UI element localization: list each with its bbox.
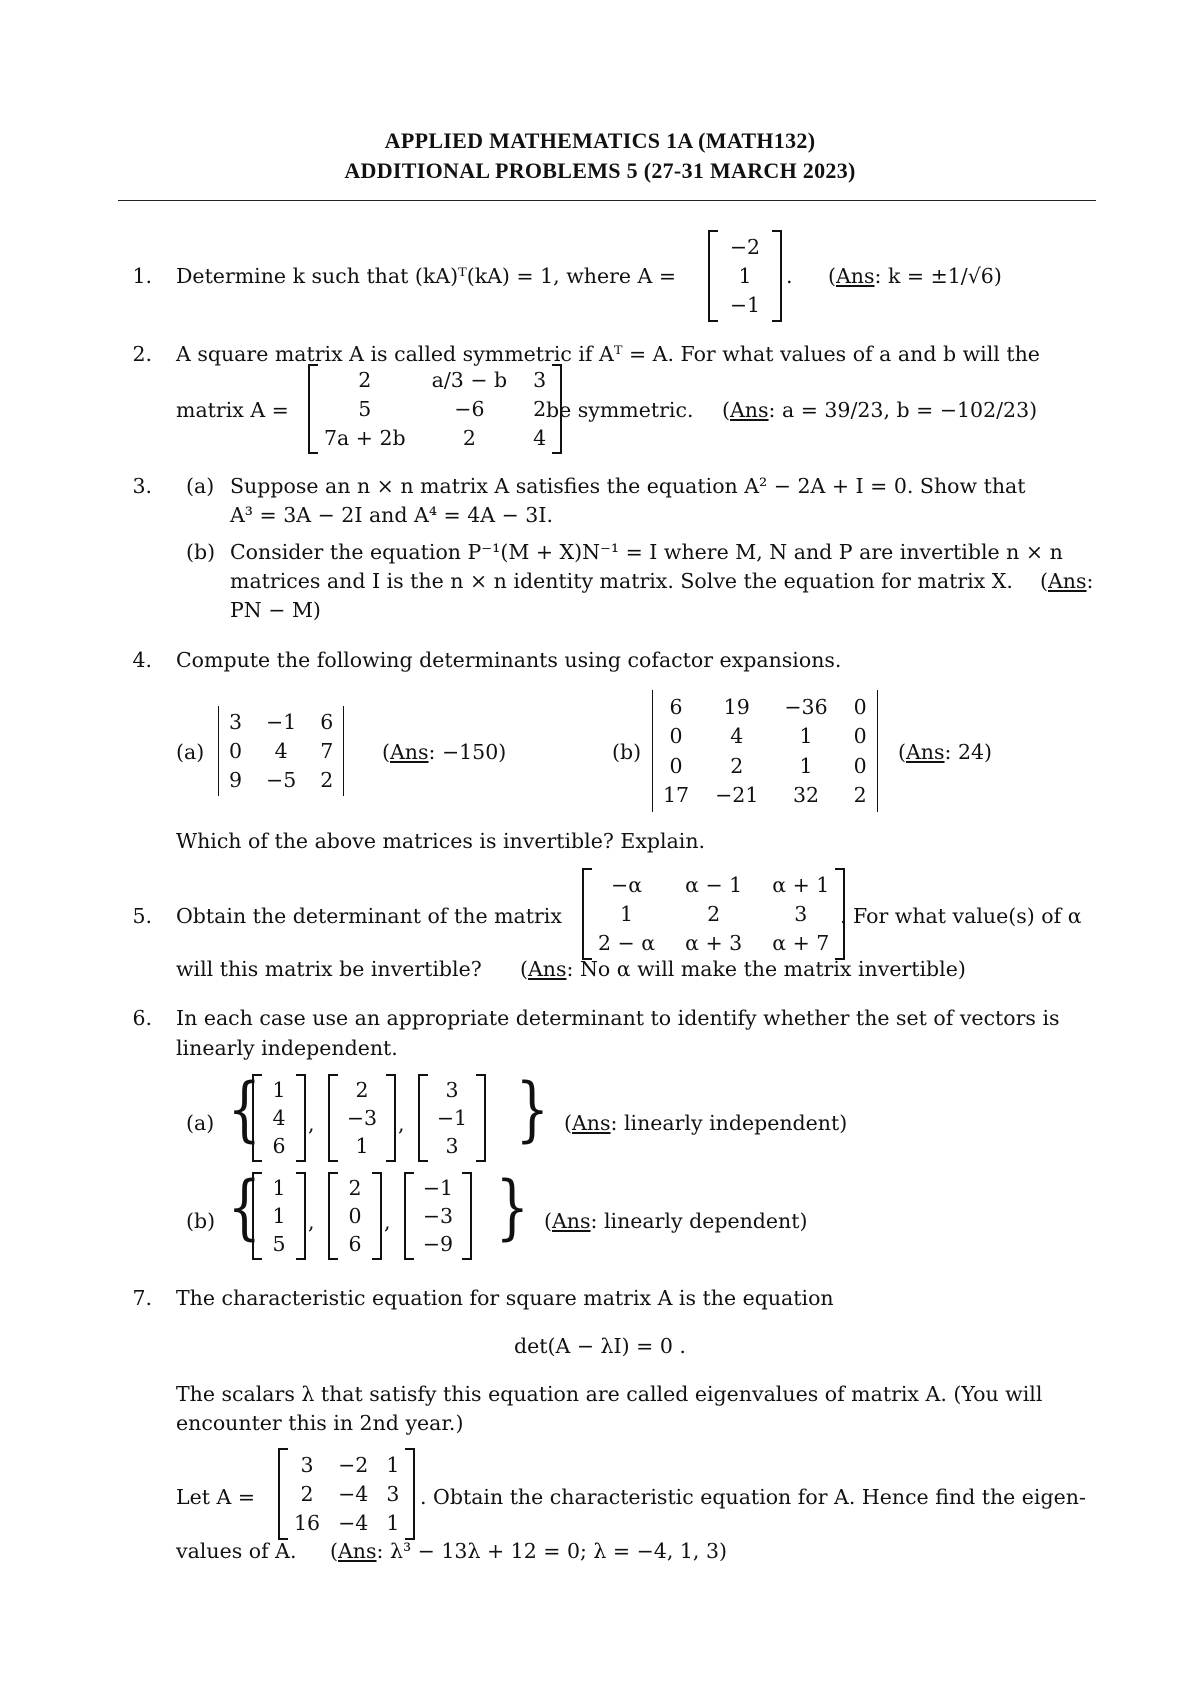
problem-5-answer: (Ans: No α will make the matrix invertible)	[520, 957, 966, 981]
problem-sheet-page: APPLIED MATHEMATICS 1A (MATH132) ADDITIONAL PROBLEMS 5 (27-31 MARCH 2023) 1. Determine k such that (kA)ᵀ(kA) = 1, where A = −2 1 −1 . (Ans: k = ±1/√6) 2. A square matrix A is called symmetric if Aᵀ = A. For what values of a and b will the matrix A = 2 a/3 − b 3 5 −6 2 7a + 2b 2 4 be symmetric. (Ans: a = 39/23, b = −102/23) 3. (a) Suppose an n × n matrix A satisfies the equation A² − 2A + I = 0. Show that A³ = 3A − 2I and A⁴ = 4A − 3I. (b) Consider the equation P⁻¹(M + X)N⁻¹ = I where M, N and P are invertible n × n matrices and I is the n × n identity matrix. Solve the equation for matrix X. (Ans: PN − M) 4. Compute the following determinants using cofactor expansions. (a) 3 −1 6 0 4 7 9 −5 2 (Ans: −150) (b) 6 19 −36 0 0 4 1 0 0 2 1 0 17 −21 32 2 (Ans: 24) Which of the above matrices is invertible? Explain. 5. Obtain the determinant of the matrix −α α − 1 α + 1 1 2 3 2 − α α + 3 α + 7 . For what value(s) of α will this matrix be invertible? (Ans: No α will make the matrix invertible) 6. In each case use an appropriate determinant to identify whether the set of vectors is linearly independent. (a) { 1 4 6 , 2 −3 1 , 3 −1 3 } (Ans: linearly independent) (b) { 1 1 5 , 2 0 6 , −1 −3 −9 } (Ans: linearly dependent) 7. The characteristic equation for square matrix A is the equation det(A − λI) = 0 . The scalars λ that satisfy this equation are called eigenvalues of matrix A. (You will encounter this in 2nd year.) Let A = 3 −2 1 2 −4 3 16 −4 1 . Obtain the characteristic equation for A. Hence find the eigen- values of A. (Ans: λ³ − 13λ + 12 = 0; λ = −4, 1, 3)	[0, 0, 1200, 1696]
matrix-cell: 3	[533, 368, 547, 393]
problem-2-matrix-cells	[318, 364, 552, 454]
matrix-cell: 0	[669, 724, 683, 749]
matrix-cell: −4	[338, 1481, 369, 1506]
vector-entry: 2	[355, 1078, 369, 1102]
problem-6-number: 6.	[132, 1006, 152, 1030]
matrix-cell: 2	[533, 396, 547, 421]
vector-entry: 3	[445, 1134, 459, 1158]
problem-6b-label: (b)	[186, 1209, 216, 1233]
problem-7-let: Let A =	[176, 1485, 255, 1509]
problem-5-matrix	[582, 868, 845, 960]
matrix-cell: 1	[799, 753, 813, 778]
problem-3a-line1: Suppose an n × n matrix A satisfies the equation A² − 2A + I = 0. Show that	[230, 474, 1026, 498]
vector-cells	[428, 1074, 476, 1162]
vector-entry: 1	[272, 1078, 286, 1102]
problem-7-line1: The characteristic equation for square matrix A is the equation	[176, 1286, 834, 1310]
problem-3b-line1: Consider the equation P⁻¹(M + X)N⁻¹ = I where M, N and P are invertible n × n	[230, 540, 1063, 564]
right-brace-icon: }	[515, 1068, 549, 1150]
matrix-cell: −5	[266, 767, 297, 792]
problem-5-post: . For what value(s) of α	[840, 904, 1082, 928]
comma: ,	[308, 1210, 315, 1234]
matrix-cell: 0	[669, 753, 683, 778]
problem-6a-answer: (Ans: linearly independent)	[564, 1111, 848, 1135]
problem-6-line2: linearly independent.	[176, 1036, 398, 1060]
matrix-cell: 1	[620, 901, 634, 926]
matrix-cell: −α	[611, 872, 643, 897]
matrix-cell: 4	[274, 738, 288, 763]
problem-5-matrix-cells	[592, 868, 835, 960]
matrix-cell: −2	[729, 234, 761, 259]
problem-5-number: 5.	[132, 904, 152, 928]
problem-4b-matrix-cells	[657, 690, 873, 812]
problem-1-answer: (Ans: k = ±1/√6)	[828, 264, 1002, 288]
matrix-cell: 0	[853, 724, 867, 749]
vector-entry: 1	[355, 1134, 369, 1158]
problem-4-number: 4.	[132, 648, 152, 672]
matrix-cell: 2	[320, 767, 334, 792]
problem-5-text: Obtain the determinant of the matrix	[176, 904, 562, 928]
matrix-cell: α − 1	[685, 872, 743, 897]
problem-7-answer: (Ans: λ³ − 13λ + 12 = 0; λ = −4, 1, 3)	[330, 1539, 727, 1563]
problem-3b-line2: matrices and I is the n × n identity matrix. Solve the equation for matrix X.	[230, 569, 1013, 593]
problem-1-number: 1.	[132, 264, 152, 288]
problem-4a-answer: (Ans: −150)	[382, 740, 507, 764]
comma: ,	[308, 1112, 315, 1136]
problem-3a-line2: A³ = 3A − 2I and A⁴ = 4A − 3I.	[230, 503, 553, 527]
problem-4b-label: (b)	[612, 740, 642, 764]
problem-2-matrix-label: matrix A =	[176, 398, 289, 422]
matrix-cell: 0	[853, 694, 867, 719]
matrix-cell: 0	[853, 753, 867, 778]
matrix-cell: −6	[454, 396, 485, 421]
matrix-cell: 1	[738, 263, 752, 288]
problem-7-number: 7.	[132, 1286, 152, 1310]
column-vector	[328, 1074, 396, 1162]
vector-cells	[262, 1172, 296, 1260]
problem-1-matrix-cells	[718, 230, 772, 322]
problem-1-matrix	[708, 230, 782, 322]
matrix-cell: 7a + 2b	[324, 425, 406, 450]
problem-2-line1: A square matrix A is called symmetric if Aᵀ = A. For what values of a and b will the	[176, 342, 1040, 366]
matrix-cell: −21	[715, 783, 759, 808]
column-vector	[252, 1074, 306, 1162]
vector-entry: −1	[436, 1106, 468, 1130]
matrix-cell: 0	[229, 738, 243, 763]
matrix-cell: 32	[792, 783, 820, 808]
problem-3-number: 3.	[132, 474, 152, 498]
problem-6-line1: In each case use an appropriate determinant to identify whether the set of vectors is	[176, 1006, 1060, 1030]
vector-entry: 4	[272, 1106, 286, 1130]
matrix-cell: 4	[533, 425, 547, 450]
problem-4b-answer: (Ans: 24)	[898, 740, 993, 764]
matrix-cell: 9	[229, 767, 243, 792]
left-brace-icon: {	[227, 1166, 261, 1248]
matrix-cell: 2	[462, 425, 476, 450]
problem-4a-matrix-cells	[223, 706, 339, 796]
matrix-cell: 4	[730, 724, 744, 749]
problem-2-matrix	[308, 364, 562, 454]
matrix-cell: 2	[358, 368, 372, 393]
problem-7-matrix	[278, 1448, 415, 1540]
vector-cells	[262, 1074, 296, 1162]
problem-2-post: be symmetric.	[546, 398, 694, 422]
matrix-cell: 2	[707, 901, 721, 926]
matrix-cell: 6	[669, 694, 683, 719]
matrix-cell: 6	[320, 710, 334, 735]
problem-7-line3: encounter this in 2nd year.)	[176, 1411, 464, 1435]
matrix-cell: 1	[386, 1511, 400, 1536]
column-vector	[252, 1172, 306, 1260]
vector-entry: −9	[422, 1232, 454, 1256]
problem-7-line2: The scalars λ that satisfy this equation are called eigenvalues of matrix A. (You will	[176, 1382, 1043, 1406]
vector-entry: 1	[272, 1176, 286, 1200]
vector-entry: 3	[445, 1078, 459, 1102]
vector-entry: 0	[348, 1204, 362, 1228]
matrix-cell: 19	[723, 694, 750, 719]
matrix-cell: −36	[784, 694, 828, 719]
column-vector	[404, 1172, 472, 1260]
header-divider	[118, 200, 1096, 201]
problem-2-number: 2.	[132, 342, 152, 366]
characteristic-equation: det(A − λI) = 0 .	[514, 1334, 686, 1358]
comma: ,	[384, 1210, 391, 1234]
problem-2-answer: (Ans: a = 39/23, b = −102/23)	[722, 398, 1038, 422]
matrix-cell: 3	[794, 901, 808, 926]
vector-entry: −3	[346, 1106, 378, 1130]
matrix-cell: 3	[300, 1452, 314, 1477]
vector-entry: −1	[422, 1176, 454, 1200]
matrix-cell: 16	[294, 1511, 321, 1536]
course-title: APPLIED MATHEMATICS 1A (MATH132)	[384, 128, 816, 153]
problem-6b-answer: (Ans: linearly dependent)	[544, 1209, 808, 1233]
matrix-cell: 2	[300, 1481, 314, 1506]
problem-7-post: . Obtain the characteristic equation for A. Hence find the eigen-	[420, 1485, 1086, 1509]
comma: ,	[398, 1112, 405, 1136]
matrix-cell: 3	[386, 1481, 400, 1506]
matrix-cell: 5	[358, 396, 372, 421]
problem-3b-label: (b)	[186, 540, 216, 564]
vector-entry: 6	[272, 1134, 286, 1158]
vector-entry: 2	[348, 1176, 362, 1200]
problem-4a-determinant	[214, 706, 348, 796]
problem-4-text: Compute the following determinants using cofactor expansions.	[176, 648, 842, 672]
problem-5-line2: will this matrix be invertible?	[176, 957, 482, 981]
matrix-cell: −1	[729, 293, 761, 318]
matrix-cell: α + 3	[685, 931, 743, 956]
vector-cells	[414, 1172, 462, 1260]
problem-3b-answer-label: (Ans:	[1040, 569, 1094, 593]
matrix-cell: 2 − α	[598, 931, 656, 956]
problem-6a-label: (a)	[186, 1111, 215, 1135]
problem-3b-answer: PN − M)	[230, 598, 321, 622]
matrix-cell: 3	[229, 710, 243, 735]
matrix-cell: 1	[386, 1452, 400, 1477]
matrix-cell: 7	[320, 738, 334, 763]
problem-4-question: Which of the above matrices is invertible? Explain.	[176, 829, 706, 853]
problem-7-matrix-cells	[288, 1448, 405, 1540]
vector-cells	[338, 1074, 386, 1162]
matrix-cell: −4	[338, 1511, 369, 1536]
problem-4a-label: (a)	[176, 740, 205, 764]
matrix-cell: α + 1	[772, 872, 830, 897]
matrix-cell: 1	[799, 724, 813, 749]
problem-1-text: Determine k such that (kA)ᵀ(kA) = 1, where A =	[176, 264, 677, 288]
problem-3a-label: (a)	[186, 474, 215, 498]
sheet-title: ADDITIONAL PROBLEMS 5 (27-31 MARCH 2023)	[344, 158, 856, 183]
vector-entry: 6	[348, 1232, 362, 1256]
matrix-cell: 2	[730, 753, 744, 778]
matrix-cell: α + 7	[772, 931, 830, 956]
matrix-cell: −2	[338, 1452, 369, 1477]
matrix-cell: 2	[853, 783, 867, 808]
matrix-cell: −1	[266, 710, 297, 735]
right-brace-icon: }	[495, 1166, 529, 1248]
left-brace-icon: {	[227, 1068, 261, 1150]
column-vector	[418, 1074, 486, 1162]
vector-entry: 1	[272, 1204, 286, 1228]
column-vector	[328, 1172, 382, 1260]
vector-cells	[338, 1172, 372, 1260]
problem-4b-determinant	[648, 690, 882, 812]
matrix-cell: 17	[663, 783, 690, 808]
vector-entry: 5	[272, 1232, 286, 1256]
matrix-cell: a/3 − b	[431, 368, 508, 393]
vector-entry: −3	[422, 1204, 454, 1228]
problem-7-line4: values of A.	[176, 1539, 297, 1563]
